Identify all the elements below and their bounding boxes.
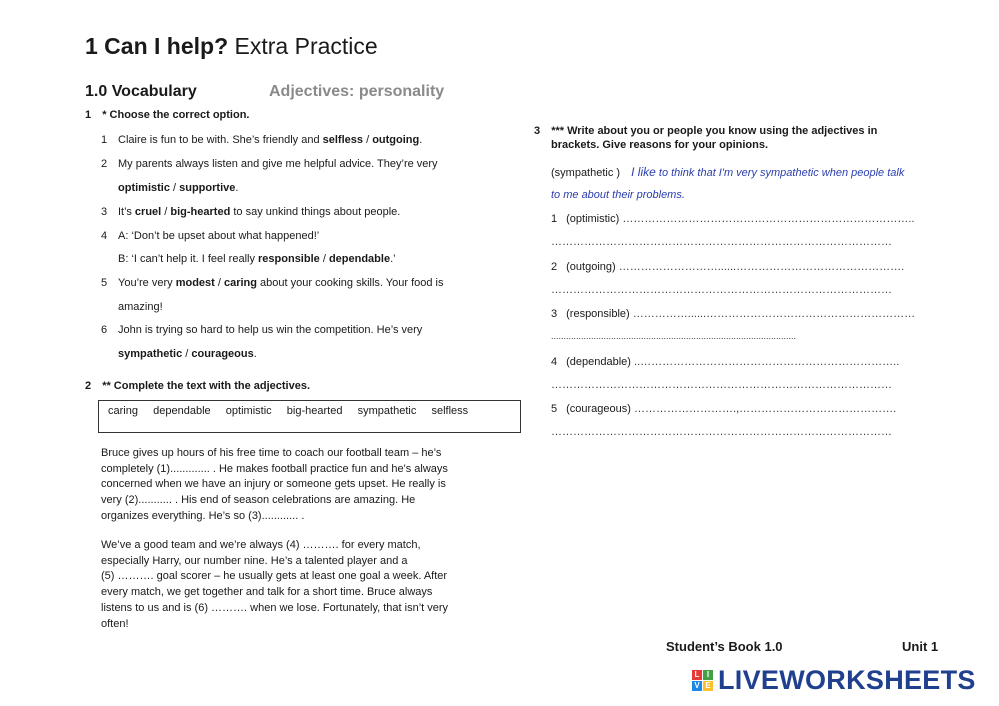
ex3-item-4[interactable] (551, 355, 899, 369)
option-separator: / (182, 348, 192, 360)
ex3-item-3[interactable] (551, 307, 915, 321)
ex1-item-number: 3 (101, 206, 108, 218)
ex1-item-text: . (235, 182, 239, 194)
option-b[interactable]: supportive (179, 182, 236, 194)
ex1-item-5 (101, 276, 501, 290)
answer-line[interactable]: ..…………………………………………………………….. (634, 356, 900, 368)
option-separator: / (319, 253, 329, 265)
ex3-item-number: 1 (551, 213, 558, 225)
exercise-3-instruction: *** Write about you or people you know using the adjectives in (551, 125, 878, 137)
ex3-item-2[interactable] (551, 260, 904, 274)
option-a[interactable]: selfless (322, 134, 364, 146)
option-separator: / (169, 182, 180, 194)
logo-mark-icon (692, 670, 714, 692)
ex1-item-5-line2: amazing! (118, 301, 163, 313)
option-b[interactable]: dependable (328, 253, 391, 265)
ex1-item-text: . (253, 348, 257, 360)
ex1-item-2-options (118, 181, 238, 195)
logo-mark-letter: E (703, 681, 713, 691)
ex3-item-number: 3 (551, 308, 558, 320)
section-topic: Adjectives: personality (269, 83, 445, 100)
ex1-item-text: It’s (118, 206, 135, 218)
option-b[interactable]: caring (223, 277, 257, 289)
paragraph-line: (5) ………. goal scorer – he usually gets at least one goal a week. After (101, 570, 448, 583)
ex1-item-3 (101, 205, 501, 219)
option-a[interactable]: optimistic (118, 182, 170, 194)
option-a[interactable]: responsible (258, 253, 320, 265)
ex3-item-label: (dependable) (566, 356, 631, 368)
exercise-2-number: 2 (85, 380, 92, 392)
ex1-item-text: to say unkind things about people. (230, 206, 401, 218)
ex3-item-number: 2 (551, 261, 558, 273)
answer-line[interactable]: ………………………......………………………………………. (618, 261, 905, 273)
answer-line[interactable]: .................................................................................................. (551, 331, 797, 341)
paragraph-line: often! (101, 617, 129, 630)
paragraph-line: especially Harry, our number nine. He’s a talented player and a (101, 554, 408, 567)
ex1-item-text: My parents always listen and give me helpful advice. They’re very (118, 158, 438, 170)
exercise-2-heading (85, 380, 310, 392)
ex3-item-label: (optimistic) (566, 213, 620, 225)
page-title-rest: Extra Practice (228, 33, 378, 59)
footer-unit: Unit 1 (902, 639, 939, 654)
answer-line[interactable]: …………………………………………………………………….. (622, 213, 915, 225)
ex1-item-4 (101, 229, 501, 243)
ex1-item-text: . (419, 134, 423, 146)
ex1-item-number: 1 (101, 134, 108, 146)
option-separator: / (161, 206, 171, 218)
answer-line[interactable]: ………………………………………………………………………………… (551, 284, 892, 296)
paragraph-line: organizes everything. He’s so (3)............ . (101, 509, 305, 522)
ex1-item-number: 4 (101, 230, 108, 242)
ex1-item-number: 2 (101, 158, 108, 170)
paragraph-line: We’ve a good team and we’re always (4) ………. for every match, (101, 539, 421, 551)
answer-line[interactable]: ………………………………………………………………………………… (551, 379, 892, 391)
ex1-item-text: John is trying so hard to help us win the competition. He’s very (118, 324, 423, 336)
word-box-words: caring dependable optimistic big-hearted sympathetic selfless (108, 405, 469, 417)
ex3-example-answer-line2: to me about their problems. (551, 189, 685, 201)
ex1-item-text: A: ‘Don’t be upset about what happened!’ (118, 230, 320, 242)
ex1-item-6 (101, 323, 501, 337)
paragraph-line: completely (1)............. . He makes football practice fun and he's always (101, 462, 448, 475)
answer-line[interactable]: ……………………….,……………………………………. (634, 403, 897, 415)
ex3-example-label: (sympathetic ) (551, 167, 621, 179)
option-b[interactable]: big-hearted (170, 206, 231, 218)
exercise-1-number: 1 (85, 109, 92, 121)
ex1-item-text: B: ‘I can’t help it. I feel really (118, 253, 259, 265)
option-a[interactable]: sympathetic (118, 348, 183, 360)
paragraph-line: Bruce gives up hours of his free time to coach our football team – he’s (101, 447, 442, 459)
ex1-item-1 (101, 133, 501, 147)
exercise-1-heading (85, 109, 249, 121)
exercise-1-instruction: * Choose the correct option. (102, 109, 250, 121)
ex1-item-text: about your cooking skills. Your food is (257, 277, 444, 289)
paragraph-line: every match, we get together and talk for a short time. Bruce always (101, 586, 433, 599)
ex1-item-2 (101, 157, 501, 171)
ex1-item-text: .’ (390, 253, 396, 265)
ex1-item-4-line2 (118, 252, 396, 266)
option-a[interactable]: modest (175, 277, 215, 289)
ex3-item-number: 4 (551, 356, 558, 368)
exercise-3-number: 3 (534, 125, 541, 137)
paragraph-line: listens to us and is (6) ………. when we lose. Fortunately, that isn’t very (101, 601, 449, 614)
option-a[interactable]: cruel (134, 206, 162, 218)
option-separator: / (363, 134, 373, 146)
ex3-item-number: 5 (551, 403, 558, 415)
page-title-bold: 1 Can I help? (85, 33, 229, 59)
ex3-item-1[interactable] (551, 212, 914, 226)
ex2-paragraph-1 (101, 446, 448, 525)
ex1-item-number: 5 (101, 277, 108, 289)
answer-line[interactable]: ………………………………………………………………………………… (551, 236, 892, 248)
ex3-example (551, 165, 904, 180)
ex2-paragraph-2 (101, 538, 448, 632)
option-b[interactable]: courageous (191, 348, 254, 360)
ex3-item-label: (courageous) (566, 403, 631, 415)
ex1-item-text: Claire is fun to be with. She’s friendly and (118, 134, 323, 146)
answer-line[interactable]: ……………......………………………………………………… (632, 308, 916, 320)
ex3-item-label: (responsible) (566, 308, 630, 320)
exercise-3-instruction-line2: brackets. Give reasons for your opinions. (551, 139, 769, 151)
ex1-item-text: You’re very (118, 277, 176, 289)
exercise-3-heading (534, 125, 877, 137)
exercise-2-instruction: ** Complete the text with the adjectives. (102, 380, 311, 392)
logo-mark-letter: L (692, 670, 702, 680)
ex1-item-number: 6 (101, 324, 108, 336)
logo-mark-letter: I (703, 670, 713, 680)
paragraph-line: concerned when we have an injury or someone gets upset. He really is (101, 478, 446, 491)
ex3-example-answer: I like to think that I'm very sympathetic when people talk (631, 165, 905, 179)
section-vocabulary: 1.0 Vocabulary (85, 83, 197, 100)
ex3-item-label: (outgoing) (566, 261, 616, 273)
logo-wordmark: LIVEWORKSHEETS (718, 665, 976, 695)
option-separator: / (214, 277, 224, 289)
page-title (85, 33, 378, 60)
ex3-item-5[interactable] (551, 402, 896, 416)
footer-book: Student’s Book 1.0 (666, 639, 783, 654)
option-b[interactable]: outgoing (372, 134, 420, 146)
logo-mark-letter: V (692, 681, 702, 691)
paragraph-line: very (2)........... . His end of season celebrations are amazing. He (101, 494, 416, 507)
ex1-item-6-options (118, 347, 257, 361)
answer-line[interactable]: ………………………………………………………………………………… (551, 426, 892, 438)
